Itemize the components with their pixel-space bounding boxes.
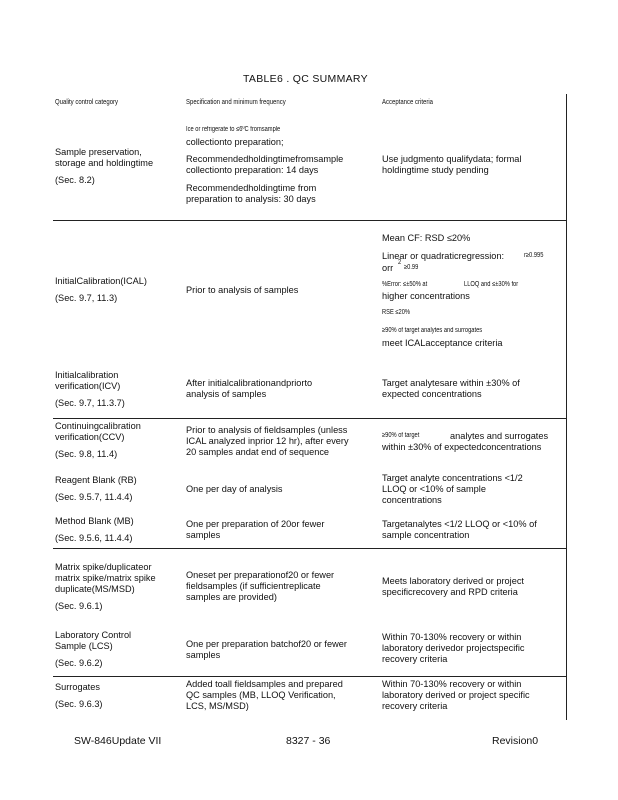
ms-category-3: duplicate(MS/MSD) <box>55 584 135 594</box>
footer-document-id: SW-846Update VII <box>74 735 162 747</box>
surr-category: Surrogates <box>55 682 100 692</box>
lcs-spec-2: samples <box>186 650 221 660</box>
header-criteria: Acceptance criteria <box>382 97 434 106</box>
ical-criteria-5: higher concentrations <box>382 291 470 301</box>
rb-criteria-2: LLOQ or <10% of sample <box>382 484 486 494</box>
preservation-spec-4: Recommendedholdingtime from <box>186 183 317 193</box>
ccv-category-1: Continuingcalibration <box>55 421 141 431</box>
lcs-category-1: Laboratory Control <box>55 630 132 640</box>
lcs-criteria-1: Within 70-130% recovery or within <box>382 632 522 642</box>
ms-spec-3: samples are provided) <box>186 592 277 602</box>
ical-criteria-4b: LLOQ and ≤±30% for <box>464 281 519 288</box>
footer-revision: Revision0 <box>492 735 539 747</box>
table-right-border <box>566 94 567 720</box>
row-divider-3 <box>53 548 567 549</box>
preservation-section: (Sec. 8.2) <box>55 175 95 185</box>
rb-category: Reagent Blank (RB) <box>55 475 137 485</box>
surr-spec-3: LCS, MS/MSD) <box>186 701 249 711</box>
ccv-criteria-2: within ±30% of expectedconcentrations <box>382 442 542 452</box>
ical-section: (Sec. 9.7, 11.3) <box>55 293 118 303</box>
icv-category-2: verification(ICV) <box>55 381 121 391</box>
preservation-spec-1: collectionto preparation; <box>186 137 284 147</box>
ccv-section: (Sec. 9.8, 11.4) <box>55 449 118 459</box>
icv-spec-2: analysis of samples <box>186 389 267 399</box>
lcs-category-2: Sample (LCS) <box>55 641 113 651</box>
preservation-category-2: storage and holdingtime <box>55 158 154 168</box>
preservation-spec-small: Ice or refrigerate to ≤6ºC fromsample <box>186 126 281 133</box>
lcs-section: (Sec. 9.6.2) <box>55 658 103 668</box>
ical-criteria-3: orr <box>382 263 394 273</box>
ccv-spec-1: Prior to analysis of fieldsamples (unless <box>186 425 348 435</box>
mb-category: Method Blank (MB) <box>55 516 134 526</box>
icv-section: (Sec. 9.7, 11.3.7) <box>55 398 125 408</box>
mb-section: (Sec. 9.5.6, 11.4.4) <box>55 533 133 543</box>
ical-criteria-3b: 2 <box>398 259 402 266</box>
mb-spec-1: One per preparation of 20or fewer <box>186 519 325 529</box>
lcs-spec-1: One per preparation batchof20 or fewer <box>186 639 347 649</box>
lcs-criteria-3: recovery criteria <box>382 654 448 664</box>
ccv-criteria-1b: analytes and surrogates <box>450 431 549 441</box>
icv-criteria-1: Target analytesare within ±30% of <box>382 378 520 388</box>
preservation-criteria-2: holdingtime study pending <box>382 165 489 175</box>
header-spec: Specification and minimum frequency <box>186 97 286 106</box>
surr-criteria-3: recovery criteria <box>382 701 448 711</box>
ical-criteria-2b: r≥0.995 <box>524 252 544 259</box>
table-title: TABLE6 . QC SUMMARY <box>243 73 368 85</box>
ical-category: InitialCalibration(ICAL) <box>55 276 147 286</box>
ccv-category-2: verification(CCV) <box>55 432 125 442</box>
row-divider-2 <box>53 418 567 419</box>
ms-spec-1: Oneset per preparationof20 or fewer <box>186 570 335 580</box>
icv-category-1: Initialcalibration <box>55 370 119 380</box>
header-category: Quality control category <box>55 97 119 106</box>
row-divider-4 <box>53 676 567 677</box>
ccv-spec-3: 20 samples andat end of sequence <box>186 447 330 457</box>
ccv-criteria-1a: ≥90% of target <box>382 432 420 439</box>
icv-criteria-2: expected concentrations <box>382 389 482 399</box>
icv-spec-1: After initialcalibrationandpriorto <box>186 378 313 388</box>
preservation-category-1: Sample preservation, <box>55 147 142 157</box>
preservation-spec-2: Recommendedholdingtimefromsample <box>186 154 344 164</box>
preservation-spec-5: preparation to analysis: 30 days <box>186 194 316 204</box>
surr-spec-1: Added toall fieldsamples and prepared <box>186 679 343 689</box>
ical-criteria-1: Mean CF: RSD ≤20% <box>382 233 471 243</box>
ms-criteria-2: specificrecovery and RPD criteria <box>382 587 518 597</box>
ms-section: (Sec. 9.6.1) <box>55 601 103 611</box>
rb-section: (Sec. 9.5.7, 11.4.4) <box>55 492 133 502</box>
ms-spec-2: fieldsamples (if sufficientreplicate <box>186 581 321 591</box>
ical-criteria-4: %Error: ≤±50% at <box>382 281 428 288</box>
ical-criteria-2: Linear or quadraticregression: <box>382 251 505 261</box>
ical-criteria-6: RSE ≤20% <box>382 309 411 316</box>
mb-spec-2: samples <box>186 530 221 540</box>
footer-page-number: 8327 - 36 <box>286 735 331 747</box>
ms-criteria-1: Meets laboratory derived or project <box>382 576 524 586</box>
ical-criteria-7: ≥90% of target analytes and surrogates <box>382 327 483 334</box>
ical-spec: Prior to analysis of samples <box>186 285 299 295</box>
ccv-spec-2: ICAL analyzed inprior 12 hr), after every <box>186 436 349 446</box>
preservation-spec-3: collectionto preparation: 14 days <box>186 165 319 175</box>
rb-criteria-3: concentrations <box>382 495 442 505</box>
ical-criteria-8: meet ICALacceptance criteria <box>382 338 503 348</box>
preservation-criteria-1: Use judgmento qualifydata; formal <box>382 154 522 164</box>
row-divider-1 <box>53 220 567 221</box>
surr-spec-2: QC samples (MB, LLOQ Verification, <box>186 690 336 700</box>
ms-category-1: Matrix spike/duplicateor <box>55 562 152 572</box>
mb-criteria-2: sample concentration <box>382 530 470 540</box>
ical-criteria-3c: ≥0.99 <box>404 264 419 271</box>
mb-criteria-1: Targetanalytes <1/2 LLOQ or <10% of <box>382 519 537 529</box>
lcs-criteria-2: laboratory derivedor projectspecific <box>382 643 525 653</box>
rb-spec: One per day of analysis <box>186 484 283 494</box>
surr-section: (Sec. 9.6.3) <box>55 699 103 709</box>
surr-criteria-1: Within 70-130% recovery or within <box>382 679 522 689</box>
surr-criteria-2: laboratory derived or project specific <box>382 690 530 700</box>
ms-category-2: matrix spike/matrix spike <box>55 573 156 583</box>
rb-criteria-1: Target analyte concentrations <1/2 <box>382 473 523 483</box>
